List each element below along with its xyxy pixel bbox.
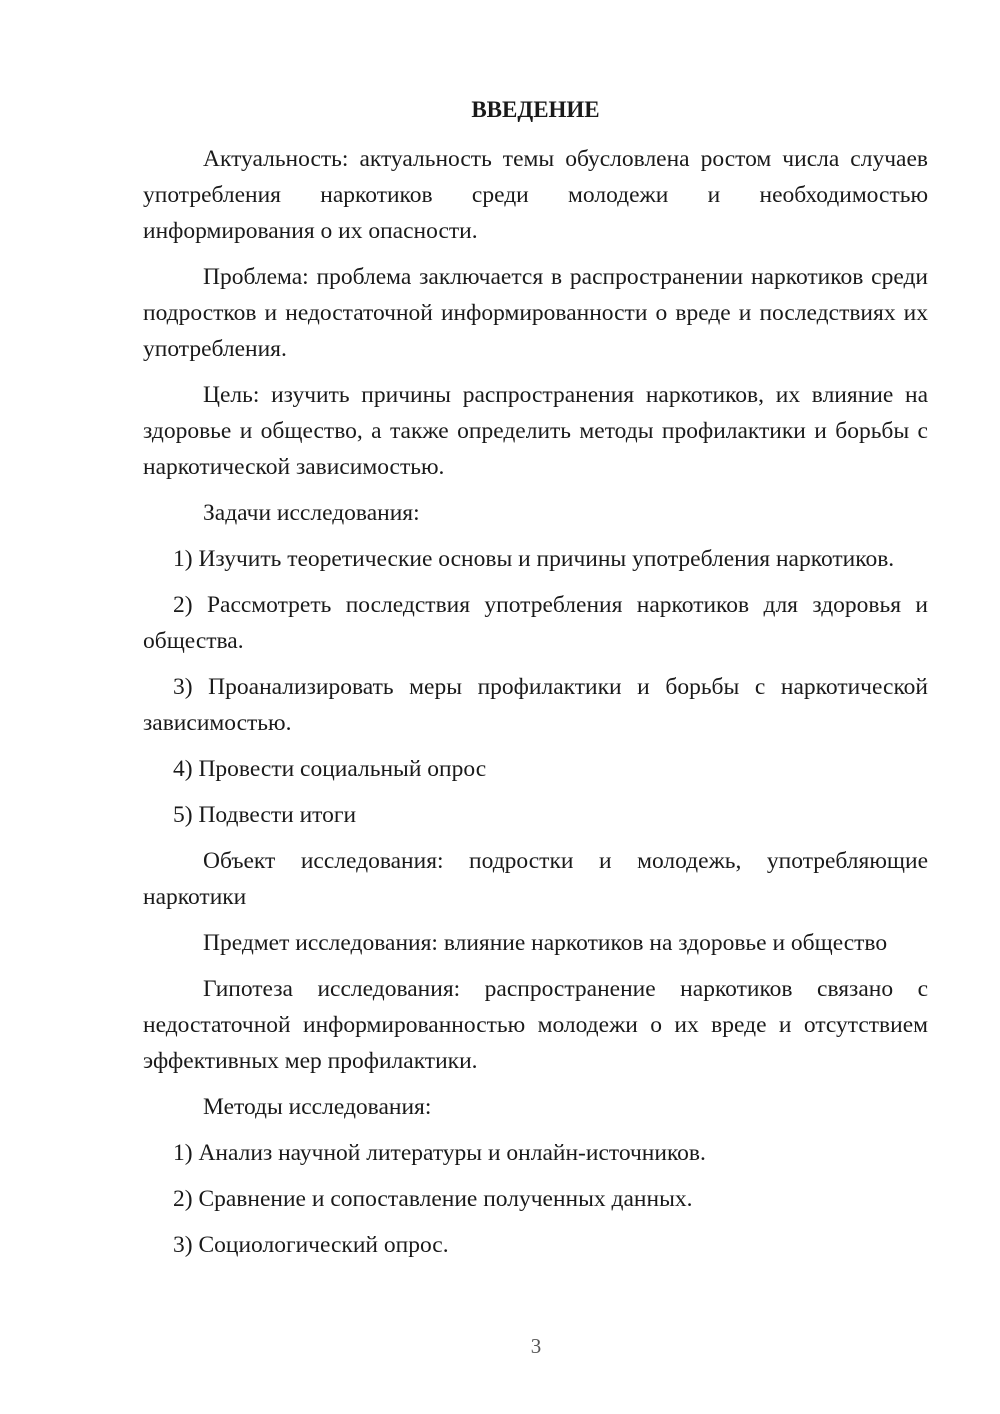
task-item-2: 2) Рассмотреть последствия употребления наркотиков для здоровья и общества.: [143, 592, 928, 654]
paragraph-hypothesis: Гипотеза исследования: распространение наркотиков связано с недостаточной информированностью молодежи о их вреде и отсутствием эффективных мер профилактики.: [143, 976, 928, 1074]
paragraph-relevance: Актуальность: актуальность темы обусловлена ростом числа случаев употребления наркотиков среди молодежи и необходимостью информирования о их опасности.: [143, 146, 928, 244]
task-item-3: 3) Проанализировать меры профилактики и борьбы с наркотической зависимостью.: [143, 674, 928, 736]
method-item-1: 1) Анализ научной литературы и онлайн-источников.: [173, 1140, 706, 1166]
tasks-heading: Задачи исследования:: [203, 500, 420, 526]
page-heading: ВВЕДЕНИЕ: [471, 97, 600, 122]
paragraph-object: Объект исследования: подростки и молодежь, употребляющие наркотики: [143, 848, 928, 910]
task-item-4: 4) Провести социальный опрос: [173, 756, 487, 782]
document-body: [143, 141, 928, 1273]
paragraph-goal: Цель: изучить причины распространения наркотиков, их влияние на здоровье и общество, а также определить методы профилактики и борьбы с наркотической зависимостью.: [143, 382, 928, 480]
method-item-2: 2) Сравнение и сопоставление полученных данных.: [173, 1186, 693, 1212]
method-item-3: 3) Социологический опрос.: [173, 1232, 449, 1258]
task-item-1: 1) Изучить теоретические основы и причины употребления наркотиков.: [173, 546, 895, 572]
methods-heading: Методы исследования:: [203, 1094, 432, 1120]
page-number: 3: [530, 1334, 542, 1358]
paragraph-subject: Предмет исследования: влияние наркотиков на здоровье и общество: [203, 930, 888, 956]
paragraph-problem: Проблема: проблема заключается в распространении наркотиков среди подростков и недостаточной информированности о вреде и последствиях их употребления.: [143, 264, 928, 362]
task-item-5: 5) Подвести итоги: [173, 802, 357, 828]
